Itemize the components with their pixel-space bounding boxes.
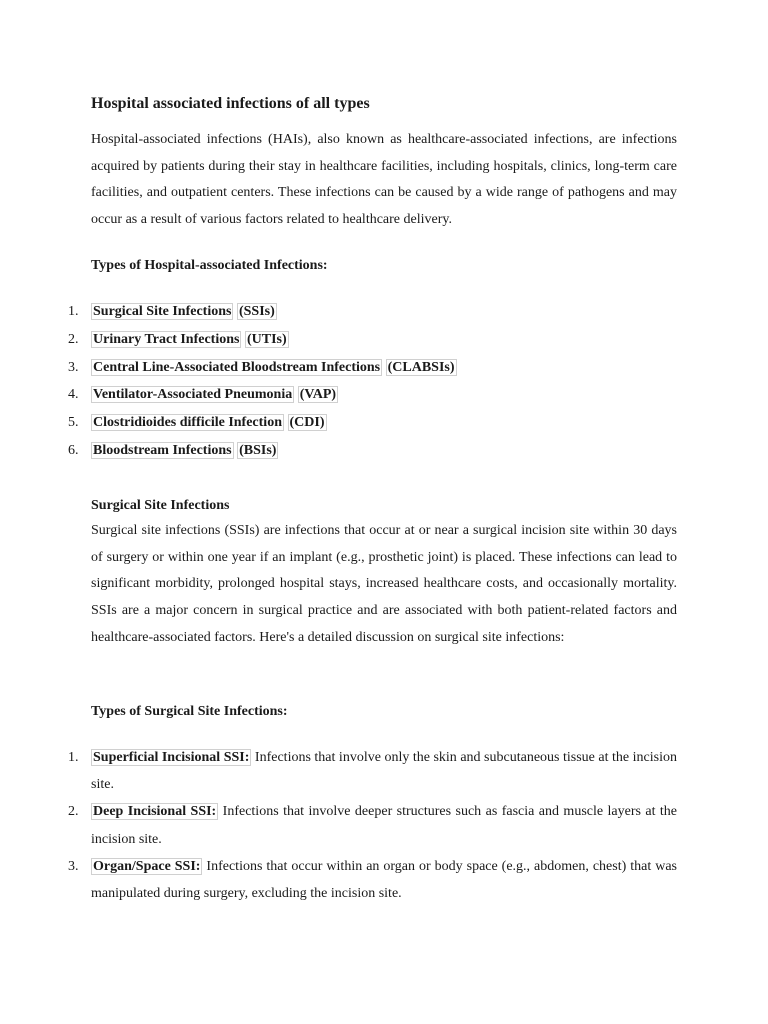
list-item	[62, 386, 677, 404]
ssi-types-list	[62, 744, 677, 907]
document-title: Hospital associated infections of all types	[91, 95, 370, 112]
list-item	[62, 798, 677, 852]
list-item	[62, 331, 677, 349]
list-item-name: Urinary Tract Infections	[93, 331, 240, 347]
list-item-name: Ventilator-Associated Pneumonia	[93, 387, 293, 403]
list-number: 5.	[68, 415, 79, 431]
list-number: 3.	[68, 359, 79, 375]
list-item-label: Superficial Incisional SSI:	[93, 750, 250, 765]
list-item-name: Central Line-Associated Bloodstream Infections	[93, 359, 381, 375]
list-number: 1.	[68, 750, 79, 765]
list-item-text: Infections that occur within an organ or body space (e.g., abdomen, chest) that was manipulated during surgery, excluding the incision site.	[91, 858, 677, 902]
list-item	[62, 853, 677, 907]
list-item-label: Organ/Space SSI:	[93, 858, 201, 874]
list-number: 2.	[68, 331, 79, 347]
intro-paragraph: Hospital-associated infections (HAIs), also known as healthcare-associated infections, are infections acquired by patients during their stay in healthcare facilities, including hospitals, clinics, long-term care facilities, and outpatient centers. These infections can be caused by a wide range of pathogens and may occur as a result of various factors related to healthcare delivery.	[91, 132, 677, 227]
list-number: 3.	[68, 858, 79, 874]
list-item-name: Clostridioides difficile Infection	[93, 415, 282, 431]
list-item-text: Infections that involve deeper structures such as fascia and muscle layers at the incision site.	[91, 804, 678, 847]
list-item	[62, 414, 677, 432]
list-number: 4.	[68, 387, 79, 403]
list-item-abbr: (UTIs)	[246, 331, 287, 347]
list-number: 6.	[68, 442, 79, 458]
list-item	[62, 359, 677, 377]
list-item	[62, 744, 677, 798]
list-number: 1.	[68, 304, 79, 319]
types-heading: Types of Hospital-associated Infections:	[91, 258, 328, 273]
list-item	[62, 303, 677, 321]
list-item-name: Bloodstream Infections	[93, 442, 232, 458]
list-item-abbr: (VAP)	[299, 387, 337, 403]
list-item-text: Infections that involve only the skin and subcutaneous tissue at the incision site.	[91, 750, 677, 793]
list-item-abbr: (BSIs)	[239, 442, 277, 458]
infection-types-list	[62, 303, 677, 470]
list-item-abbr: (CLABSIs)	[387, 359, 455, 375]
list-item-label: Deep Incisional SSI:	[93, 804, 217, 820]
list-item	[62, 442, 677, 460]
ssi-paragraph: Surgical site infections (SSIs) are infections that occur at or near a surgical incision site within 30 days of surgery or within one year if an implant (e.g., prosthetic joint) is placed. These infections can lead to significant morbidity, prolonged hospital stays, increased healthcare costs, and occasionally mortality. SSIs are a major concern in surgical practice and are associated with both patient-related factors and healthcare-associated factors. Here's a detailed discussion on surgical site infections:	[91, 523, 677, 645]
list-item-name: Surgical Site Infections	[93, 304, 232, 319]
ssi-heading: Surgical Site Infections	[91, 498, 230, 513]
list-number: 2.	[68, 804, 79, 820]
list-item-abbr: (CDI)	[289, 415, 325, 431]
ssi-types-heading: Types of Surgical Site Infections:	[91, 704, 288, 719]
list-item-abbr: (SSIs)	[238, 304, 275, 319]
